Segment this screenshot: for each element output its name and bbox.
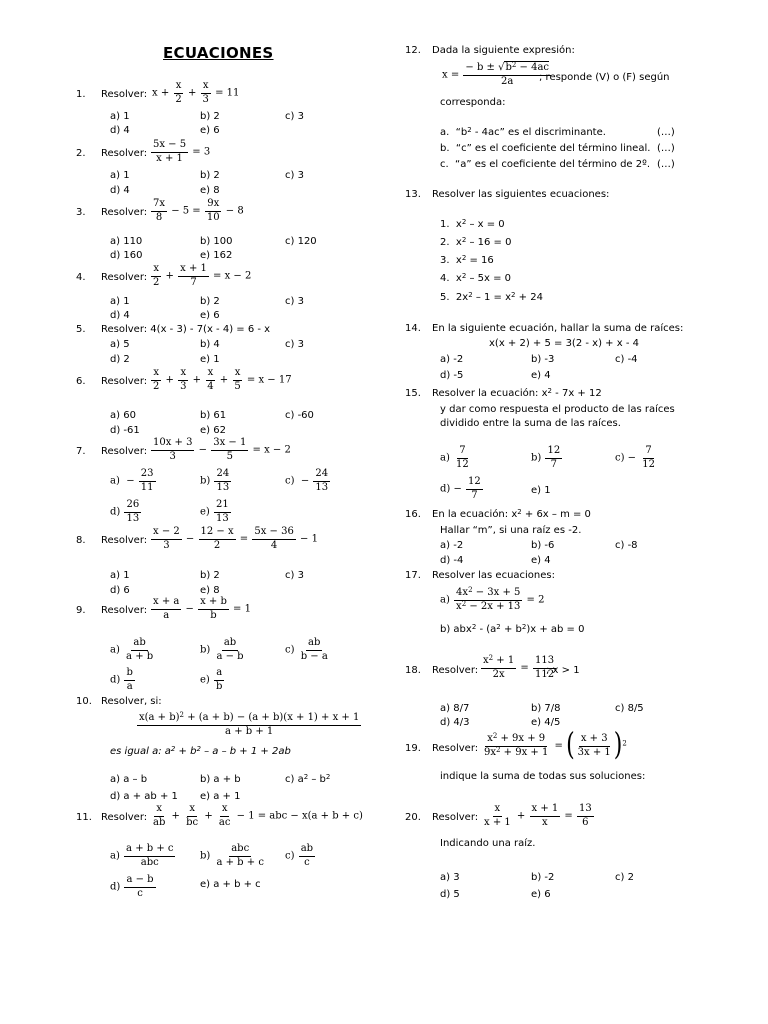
q10-option-a: a) a – b [110, 774, 148, 785]
q5-number: 5. [76, 324, 86, 335]
q2-option-d: d) 4 [110, 185, 130, 196]
q14-option-b: b) -3 [531, 354, 555, 365]
q6-option-b: b) 61 [200, 410, 227, 421]
q3-option-e: e) 162 [200, 250, 233, 261]
q12-corresponda: corresponda: [440, 97, 506, 108]
q9-equation: $\frac{x + a}{a}$ − $\frac{x + b}{b}$ = 1 [153, 596, 251, 621]
q15-line-3: dividido entre la suma de las raíces. [440, 418, 621, 429]
q11-option-c: c) $\frac{ab}{c}$ [285, 843, 314, 868]
q4-option-a: a) 1 [110, 296, 130, 307]
q7-label: Resolver: [101, 446, 148, 457]
q15-option-c: c) − $\frac{7}{12}$ [615, 445, 655, 470]
q9-option-c: c) $\frac{ab}{b - a}$ [285, 637, 328, 662]
q11-option-b: b) $\frac{\text{abc}}{a + b + c}$ [200, 843, 264, 868]
q13-number: 13. [405, 189, 421, 200]
q3-option-c: c) 120 [285, 236, 317, 247]
q18-option-b: b) 7/8 [531, 703, 561, 714]
q13-statement: Resolver las siguientes ecuaciones: [432, 189, 610, 200]
q3-number: 3. [76, 207, 86, 218]
q12-item-c-mark: (…) [657, 159, 675, 170]
q20-line-2: Indicando una raíz. [440, 838, 536, 849]
q17-equation-a: a) $\frac{4x^2 - 3x + 5}{x^2 - 2x + 13}$ = 2 [440, 586, 545, 612]
q14-equation: x(x + 2) + 5 = 3(2 - x) + x - 4 [489, 338, 639, 349]
q4-option-e: e) 6 [200, 310, 220, 321]
q13-eq-4: 4. $x^2 - 5x = 0$ [440, 272, 512, 284]
q11-equation: $\frac{x}{ab}$ + $\frac{x}{bc}$ + $\frac{x}{ac}$ − 1 = abc − x(a + b + c) [153, 803, 363, 828]
q20-label: Resolver: [432, 812, 479, 823]
q6-option-c: c) -60 [285, 410, 314, 421]
q9-number: 9. [76, 605, 86, 616]
q7-option-a: a) − $\frac{23}{11}$ [110, 468, 154, 493]
q7-number: 7. [76, 446, 86, 457]
page-title: ECUACIONES [163, 44, 274, 62]
q12-item-b: b. “c” es el coeficiente del término lineal. [440, 143, 651, 154]
q19-equation: $\frac{x^2 + 9x + 9}{9x^2 + 9x + 1}$ = ( $\frac{x + 3}{3x + 1}$ )$^2$ [484, 727, 627, 763]
q3-option-b: b) 100 [200, 236, 233, 247]
q9-option-a: a) $\frac{ab}{a + b}$ [110, 637, 154, 662]
q12-item-a-mark: (…) [657, 127, 675, 138]
q4-equation: $\frac{x}{2}$ + $\frac{x + 1}{7}$ = x − 2 [153, 263, 252, 288]
q19-line-2: indique la suma de todas sus soluciones: [440, 771, 646, 782]
q18-condition: ; x > 1 [546, 665, 580, 676]
q5-option-a: a) 5 [110, 339, 130, 350]
q2-number: 2. [76, 148, 86, 159]
q8-option-a: a) 1 [110, 570, 130, 581]
q12-item-b-mark: (…) [657, 143, 675, 154]
q2-option-a: a) 1 [110, 170, 130, 181]
q15-number: 15. [405, 388, 421, 399]
q20-option-e: e) 6 [531, 889, 551, 900]
q5-option-c: c) 3 [285, 339, 304, 350]
q16-option-d: d) -4 [440, 555, 464, 566]
q13-eq-3: 3. $x^2 = 16$ [440, 254, 494, 266]
q4-number: 4. [76, 272, 86, 283]
q15-option-e: e) 1 [531, 485, 551, 496]
q10-option-d: d) a + ab + 1 [110, 791, 178, 802]
q15-option-b: b) $\frac{12}{7}$ [531, 445, 561, 470]
q16-option-c: c) -8 [615, 540, 638, 551]
q9-option-d: d) $\frac{b}{a}$ [110, 667, 133, 692]
q16-option-e: e) 4 [531, 555, 551, 566]
q11-option-d: d) $\frac{a - b}{c}$ [110, 874, 154, 899]
q10-label: Resolver, si: [101, 696, 162, 707]
q14-number: 14. [405, 323, 421, 334]
q18-option-d: d) 4/3 [440, 717, 470, 728]
q1-option-b: b) 2 [200, 111, 220, 122]
q18-option-a: a) 8/7 [440, 703, 470, 714]
q2-option-e: e) 8 [200, 185, 220, 196]
q20-equation: $\frac{x}{x + 1}$ + $\frac{x + 1}{x}$ = $\frac{13}{6}$ [484, 803, 592, 828]
q16-option-a: a) -2 [440, 540, 464, 551]
q10-option-c: c) $a^2 - b^2$ [285, 773, 331, 785]
q7-option-b: b) $\frac{24}{13}$ [200, 468, 230, 493]
q18-option-c: c) 8/5 [615, 703, 644, 714]
q12-response-instruction: ; responde (V) o (F) según [539, 72, 670, 83]
q1-option-e: e) 6 [200, 125, 220, 136]
q5-option-b: b) 4 [200, 339, 220, 350]
q1-option-d: d) 4 [110, 125, 130, 136]
q20-option-d: d) 5 [440, 889, 460, 900]
q8-option-e: e) 8 [200, 585, 220, 596]
q19-label: Resolver: [432, 743, 479, 754]
q7-equation: $\frac{10x + 3}{3}$ − $\frac{3x - 1}{5}$ = x − 2 [153, 437, 291, 462]
q12-item-c: c. “a” es el coeficiente del término de 2º. [440, 159, 651, 170]
q10-option-e: e) a + 1 [200, 791, 241, 802]
q20-option-a: a) 3 [440, 872, 460, 883]
q11-option-e: e) a + b + c [200, 879, 261, 890]
q4-label: Resolver: [101, 272, 148, 283]
q13-eq-2: 2. $x^2 - 16 = 0$ [440, 236, 512, 248]
q2-option-c: c) 3 [285, 170, 304, 181]
q12-number: 12. [405, 45, 421, 56]
q17-number: 17. [405, 570, 421, 581]
q4-option-d: d) 4 [110, 310, 130, 321]
q8-number: 8. [76, 535, 86, 546]
q14-option-d: d) -5 [440, 370, 464, 381]
q3-option-d: d) 160 [110, 250, 143, 261]
q9-label: Resolver: [101, 605, 148, 616]
q6-option-a: a) 60 [110, 410, 136, 421]
q14-option-c: c) -4 [615, 354, 638, 365]
q8-equation: $\frac{x - 2}{3}$ − $\frac{12 - x}{2}$ = $\frac{5x - 36}{4}$ − 1 [153, 526, 318, 551]
q14-option-a: a) -2 [440, 354, 464, 365]
q12-statement: Dada la siguiente expresión: [432, 45, 575, 56]
q20-option-c: c) 2 [615, 872, 634, 883]
q10-condition: es igual a: $a^2 + b^2 - a - b + 1 + 2ab$ [110, 745, 291, 757]
q16-number: 16. [405, 509, 421, 520]
q5-statement: Resolver: 4(x - 3) - 7(x - 4) = 6 - x [101, 324, 271, 335]
q8-option-d: d) 6 [110, 585, 130, 596]
q6-option-d: d) -61 [110, 425, 140, 436]
q6-option-e: e) 62 [200, 425, 226, 436]
q1-number: 1. [76, 89, 86, 100]
q5-option-e: e) 1 [200, 354, 220, 365]
q18-equation: $\frac{x^2 + 1}{2x}$ = $\frac{113}{112}$ [483, 654, 555, 680]
q10-option-b: b) a + b [200, 774, 241, 785]
q1-equation: x + $\frac{x}{2}$ + $\frac{x}{3}$ = 11 [152, 80, 240, 105]
q7-option-e: e) $\frac{21}{13}$ [200, 499, 229, 524]
q1-option-c: c) 3 [285, 111, 304, 122]
q6-label: Resolver: [101, 376, 148, 387]
q15-line-2: y dar como respuesta el producto de las raíces [440, 404, 675, 415]
q1-label: Resolver: [101, 89, 148, 100]
q20-option-b: b) -2 [531, 872, 555, 883]
q2-option-b: b) 2 [200, 170, 220, 181]
q10-number: 10. [76, 696, 92, 707]
q18-label: Resolver: [432, 665, 479, 676]
q3-equation: $\frac{7x}{8}$ − 5 = $\frac{9x}{10}$ − 8 [153, 198, 244, 223]
q9-option-e: e) $\frac{a}{b}$ [200, 667, 223, 692]
q11-option-a: a) $\frac{a + b + c}{\text{abc}}$ [110, 843, 174, 868]
q1-option-a: a) 1 [110, 111, 130, 122]
q9-option-b: b) $\frac{ab}{a - b}$ [200, 637, 244, 662]
q10-expression: $\frac{x(a + b)^2 + (a + b) - (a + b)(x + 1) + x + 1}{a + b + 1}$ [139, 711, 360, 737]
q7-option-d: d) $\frac{26}{13}$ [110, 499, 140, 524]
q12-item-a: a. “$b^2 - 4ac$” es el discriminante. [440, 126, 606, 138]
q8-label: Resolver: [101, 535, 148, 546]
q2-equation: $\frac{5x - 5}{x + 1}$ = 3 [153, 139, 211, 164]
q18-number: 18. [405, 665, 421, 676]
q13-eq-5: 5. $2x^2 - 1 = x^2 + 24$ [440, 291, 543, 303]
q12-quadratic-formula: x = $\frac{- b \pm √b^2 - 4ac}{2a}$ [442, 61, 550, 87]
q11-label: Resolver: [101, 812, 148, 823]
q14-option-e: e) 4 [531, 370, 551, 381]
q8-option-c: c) 3 [285, 570, 304, 581]
q15-statement: Resolver la ecuación: $x^2 - 7x + 12$ [432, 387, 602, 399]
q16-statement: En la ecuación: $x^2 + 6x - m = 0$ [432, 508, 591, 520]
q14-statement: En la siguiente ecuación, hallar la suma de raíces: [432, 323, 684, 334]
q16-option-b: b) -6 [531, 540, 555, 551]
q15-option-a: a) $\frac{7}{12}$ [440, 445, 469, 470]
q6-number: 6. [76, 376, 86, 387]
q4-option-c: c) 3 [285, 296, 304, 307]
q8-option-b: b) 2 [200, 570, 220, 581]
q7-option-c: c) − $\frac{24}{13}$ [285, 468, 329, 493]
q6-equation: $\frac{x}{2}$ + $\frac{x}{3}$ + $\frac{x}{4}$ + $\frac{x}{5}$ = x − 17 [153, 367, 292, 392]
q11-number: 11. [76, 812, 92, 823]
q18-option-e: e) 4/5 [531, 717, 561, 728]
q3-label: Resolver: [101, 207, 148, 218]
q15-option-d: d) − $\frac{12}{7}$ [440, 476, 481, 501]
q20-number: 20. [405, 812, 421, 823]
q3-option-a: a) 110 [110, 236, 143, 247]
q17-equation-b: b) $abx^2 - (a^2 + b^2)x$ + ab = 0 [440, 623, 585, 635]
q4-option-b: b) 2 [200, 296, 220, 307]
q5-option-d: d) 2 [110, 354, 130, 365]
q13-eq-1: 1. $x^2 - x = 0$ [440, 218, 505, 230]
q2-label: Resolver: [101, 148, 148, 159]
q19-number: 19. [405, 743, 421, 754]
q17-statement: Resolver las ecuaciones: [432, 570, 555, 581]
q16-line-2: Hallar “m”, si una raíz es -2. [440, 525, 582, 536]
